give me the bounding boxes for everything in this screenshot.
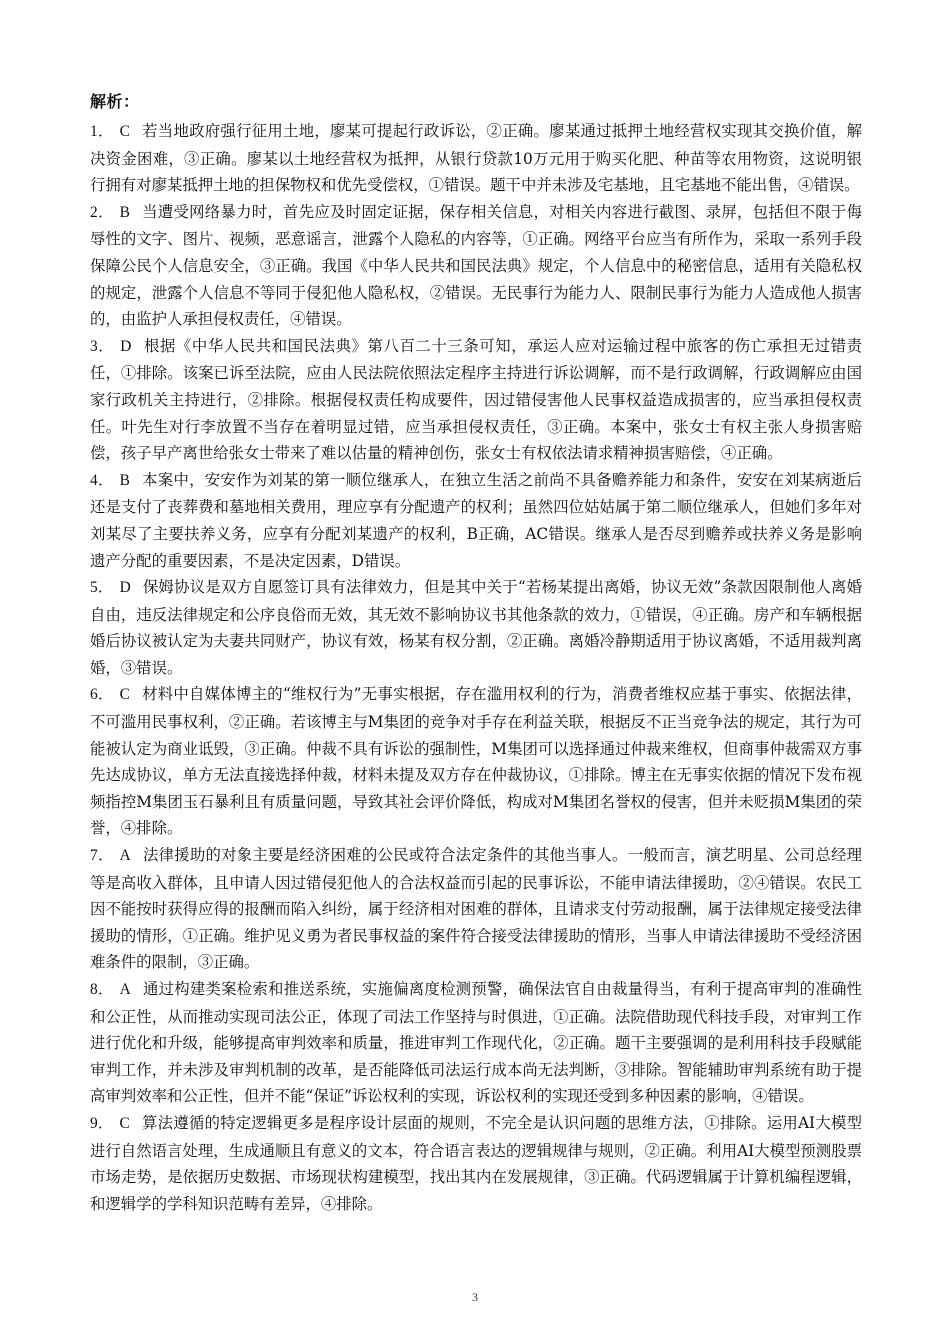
answer-item-3 (90, 333, 862, 467)
page-number: 3 (472, 1290, 478, 1304)
item-explanation: 通过构建类案检索和推送系统，实施偏离度检测预警，确保法官自由裁量得当，有利于提高审判的准确性和公正性，从而推动实现司法公正，体现了司法工作坚持与时俱进，①正确。法院借助现代科技手段，对审判工作进行优化和升级，能够提高审判效率和质量，推进审判工作现代化，②正确。题干主要强调的是利用科技手段赋能审判工作，并未涉及审判机制的改革，是否能降低司法运行成本尚无法判断，③排除。智能辅助审判系统有助于提高审判效率和公正性，但并不能“保证”诉讼权利的实现，诉讼权利的实现还受到多种因素的影响，④错误。 (90, 980, 862, 1106)
item-explanation: 算法遵循的特定逻辑更多是程序设计层面的规则，不完全是认识问题的思维方法，①排除。运用AI大模型进行自然语言处理，生成通顺且有意义的文本，符合语言表达的逻辑规律与规则，②正确。利用AI大模型预测股票市场走势，是依据历史数据、市场现状构建模型，找出其内在发展规律，③正确。代码逻辑属于计算机编程逻辑，和逻辑学的学科知识范畴有差异，④排除。 (90, 1113, 862, 1213)
answer-item-9 (90, 1110, 862, 1217)
item-explanation: 当遭受网络暴力时，首先应及时固定证据，保存相关信息，对相关内容进行截图、录屏，包括但不限于侮辱性的文字、图片、视频，恶意谣言，泄露个人隐私的内容等，①正确。网络平台应当有所作为，采取一系列手段保障公民个人信息安全，③正确。我国《中华人民共和国民法典》规定，个人信息中的秘密信息，适用有关隐私权的规定，泄露个人信息不等同于侵犯他人隐私权，②错误。无民事行为能力人、限制民事行为能力人造成他人损害的，由监护人承担侵权责任，④错误。 (90, 202, 862, 329)
item-number: 7． (90, 847, 114, 865)
item-answer: A (119, 981, 131, 998)
item-answer: C (119, 123, 130, 140)
item-answer: B (119, 471, 130, 489)
item-answer: C (119, 686, 130, 704)
analysis-heading: 解析： (90, 92, 140, 111)
item-number: 6． (90, 686, 114, 704)
answer-item-8 (90, 976, 862, 1110)
answer-item-2 (90, 199, 862, 333)
item-answer: B (119, 203, 130, 221)
item-answer: D (120, 337, 132, 355)
answer-item-6 (90, 681, 862, 842)
item-number: 4． (90, 471, 114, 489)
item-explanation: 法律援助的对象主要是经济困难的公民或符合法定条件的其他当事人。一般而言，演艺明星、公司总经理等是高收入群体，且申请人因过错侵犯他人的合法权益而引起的民事诉讼，不能申请法律援助，②④错误。农民工因不能按时获得应得的报酬而陷入纠纷，属于经济相对困难的群体，且请求支付劳动报酬，属于法律规定接受法律援助的情形，①正确。维护见义勇为者民事权益的案件符合接受法律援助的情形，当事人申请法律援助不受经济困难条件的限制，③正确。 (90, 846, 862, 972)
item-number: 1． (90, 123, 114, 140)
item-number: 8． (90, 981, 114, 998)
item-answer: D (119, 579, 131, 597)
item-answer: A (119, 847, 131, 865)
item-number: 3． (90, 337, 115, 355)
item-number: 9． (90, 1114, 114, 1132)
item-explanation: 材料中自媒体博主的“维权行为”无事实根据，存在滥用权利的行为，消费者维权应基于事实、依据法律，不可滥用民事权利，②正确。若该博主与M集团的竞争对手存在利益关联，根据反不正当竞争法的规定，其行为可能被认定为商业诋毁，③正确。仲裁不具有诉讼的强制性，M集团可以选择通过仲裁来维权，但商事仲裁需双方事先达成协议，单方无法直接选择仲裁，材料未提及双方存在仲裁协议，①排除。博主在无事实依据的情况下发布视频指控M集团玉石暴利且有质量问题，导致其社会评价降低，构成对M集团名誉权的侵害，但并未贬损M集团的荣誉，④排除。 (90, 685, 862, 838)
item-explanation: 根据《中华人民共和国民法典》第八百二十三条可知，承运人应对运输过程中旅客的伤亡承担无过错责任，①排除。该案已诉至法院，应由人民法院依照法定程序主持进行诉讼调解，而不是行政调解，行政调解应由国家行政机关主持进行，②排除。根据侵权责任构成要件，因过错侵害他人民事权益造成损害的，应当承担侵权责任。叶先生对行李放置不当存在着明显过错，应当承担侵权责任，③正确。本案中，张女士有权主张人身损害赔偿，孩子早产离世给张女士带来了难以估量的精神创伤，张女士有权依法请求精神损害赔偿，④正确。 (90, 336, 862, 463)
item-explanation: 本案中，安安作为刘某的第一顺位继承人，在独立生活之前尚不具备赡养能力和条件，安安在刘某病逝后还是支付了丧葬费和墓地相关费用，理应享有分配遗产的权利；虽然四位姑姑属于第二顺位继承人，但她们多年对刘某尽了主要扶养义务，应享有分配刘某遗产的权利，B正确，AC错误。继承人是否尽到赡养或扶养义务是影响遗产分配的重要因素，不是决定因素，D错误。 (90, 470, 862, 570)
item-answer: C (119, 1114, 130, 1132)
answer-item-4 (90, 467, 862, 574)
item-explanation: 若当地政府强行征用土地，廖某可提起行政诉讼，②正确。廖某通过抵押土地经营权实现其交换价值，解决资金困难，③正确。廖某以土地经营权为抵押，从银行贷款10万元用于购买化肥、种苗等农用物资，这说明银行拥有对廖某抵押土地的担保物权和优先受偿权，①错误。题干中并未涉及宅基地，且宅基地不能出售，④错误。 (90, 122, 862, 195)
item-explanation: 保姆协议是双方自愿签订具有法律效力，但是其中关于“若杨某提出离婚，协议无效”条款因限制他人离婚自由，违反法律规定和公序良俗而无效，其无效不影响协议书其他条款的效力，①错误，④正确。房产和车辆根据婚后协议被认定为夫妻共同财产，协议有效，杨某有权分割，②正确。离婚冷静期适用于协议离婚，不适用裁判离婚，③错误。 (90, 578, 862, 677)
answer-item-5 (90, 574, 862, 681)
answer-item-1 (90, 118, 862, 199)
item-number: 2． (90, 203, 114, 221)
item-number: 5． (90, 579, 114, 597)
answer-list (90, 118, 862, 1217)
answer-item-7 (90, 842, 862, 976)
